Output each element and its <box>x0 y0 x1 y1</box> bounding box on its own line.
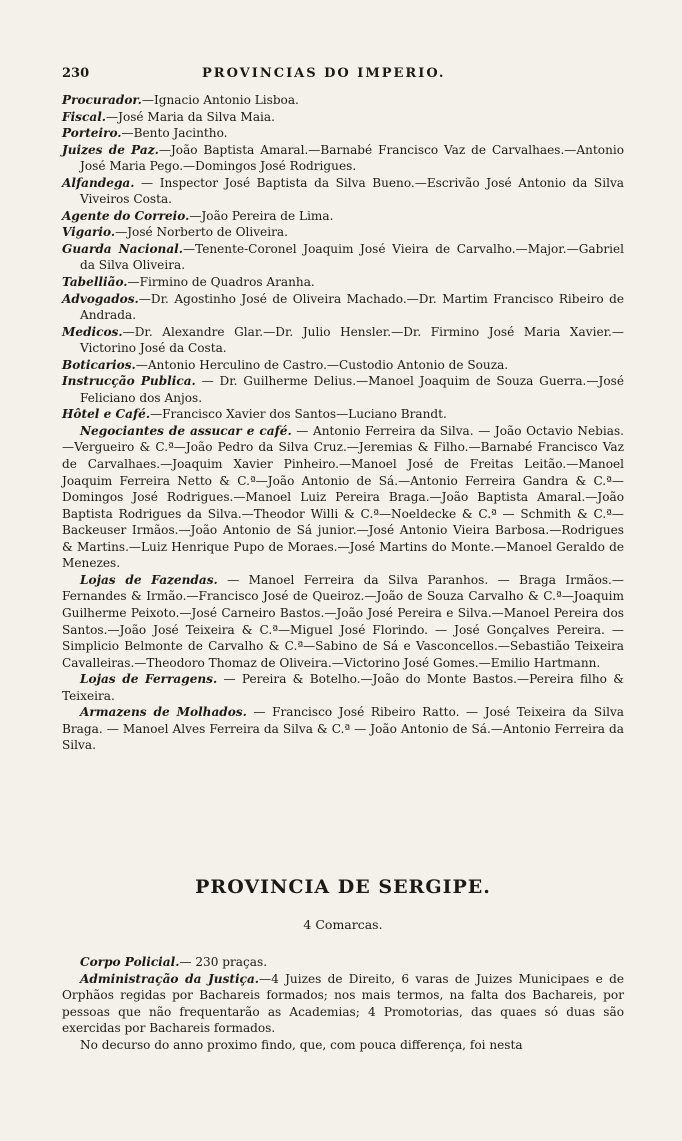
entry-text: —João Baptista Amaral.—Barnabé Francisco Vaz de Carvalhaes.—Antonio José Maria Pego.—Domingos José Rodrigues. <box>80 142 625 174</box>
entry-text: —Francisco Xavier dos Santos—Luciano Brandt. <box>150 407 447 422</box>
entry-label: Guarda Nacional. <box>62 241 183 256</box>
page-number: 230 <box>62 66 90 81</box>
entry-text: — Dr. Guilherme Delius.—Manoel Joaquim de Souza Guerra.—José Feliciano dos Anjos. <box>80 374 624 405</box>
paragraph-text: No decurso do anno proximo findo, que, com pouca differença, foi nesta <box>80 1037 523 1052</box>
entry-text: —João Pereira de Lima. <box>189 208 334 223</box>
entry-text: —Ignacio Antonio Lisboa. <box>141 93 299 107</box>
entry-text: —Dr. Agostinho José de Oliveira Machado.—Dr. Martim Francisco Ribeiro de Andrada. <box>80 291 624 323</box>
entry-text: —Bento Jacintho. <box>121 126 228 141</box>
entry-label: Tabellião. <box>62 275 128 290</box>
paragraph-text: — Francisco José Ribeiro Ratto. — José Teixeira da Silva Braga. — Manoel Alves Ferreira da Silva & C.ª — João Antonio de Sá.—Antonio Ferreira da Silva. <box>62 705 624 753</box>
entry-label: Medicos. <box>62 324 123 339</box>
paragraph <box>62 423 624 572</box>
paragraph <box>62 572 624 671</box>
entry-label: Vigario. <box>62 225 116 240</box>
entry <box>62 208 624 225</box>
entry-text: —José Norberto de Oliveira. <box>115 225 288 240</box>
entry-label: Juizes de Paz. <box>62 142 159 157</box>
paragraph-label: Administração da Justiça. <box>80 971 259 986</box>
entry-label: Fiscal. <box>62 109 106 124</box>
paragraph <box>62 1037 624 1054</box>
entry-text: —Firmino de Quadros Aranha. <box>127 275 315 290</box>
section-body <box>62 954 624 1053</box>
paragraph-label: Lojas de Fazendas. <box>80 572 218 587</box>
entry-label: Porteiro. <box>62 126 122 141</box>
entry <box>62 224 624 241</box>
entry-label: Agente do Correio. <box>62 208 190 223</box>
paragraph-label: Corpo Policial. <box>80 955 180 969</box>
entry <box>62 291 624 324</box>
entry <box>62 274 624 291</box>
section-subtitle: 4 Comarcas. <box>303 917 383 932</box>
paragraph <box>62 971 624 1037</box>
entry-label: Procurador. <box>62 93 142 107</box>
entry-label: Hôtel e Café. <box>62 407 151 422</box>
entry <box>62 357 624 374</box>
paragraph <box>62 671 624 704</box>
paragraph <box>62 954 624 971</box>
entry-label: Boticarios. <box>62 357 136 372</box>
entry <box>62 241 624 274</box>
entry-text: —Tenente-Coronel Joaquim José Vieira de Carvalho.—Major.—Gabriel da Silva Oliveira. <box>80 241 624 273</box>
paragraph-text: — Manoel Ferreira da Silva Paranhos. — Braga Irmãos.—Fernandes & Irmão.—Francisco José de Queiroz.—João de Souza Carvalho & C.ª—Joaquim Guilherme Peixoto.—José Carneiro Bastos.—João José Pereira e Silva.—Manoel Pereira dos Santos.—João José Teixeira & C.ª—Miguel José Florindo. — José Gonçalves Pereira. — Simplicio Belmonte de Carvalho & C.ª—Sabino de Sá e Vasconcellos.—Sebastião Teixeira Cavalleiras.—Theodoro Thomaz de Oliveira.—Victorino José Gomes.—Emilio Hartmann. <box>62 572 624 670</box>
entry-label: Advogados. <box>62 291 139 306</box>
paragraph-text: — Pereira & Botelho.—João do Monte Bastos.—Pereira filho & Teixeira. <box>62 672 625 703</box>
entry-label: Alfandega. <box>62 175 135 190</box>
paragraph-text: — 230 praças. <box>179 955 268 969</box>
paragraph <box>62 704 624 754</box>
section-title: PROVINCIA DE SERGIPE. <box>195 876 491 898</box>
entry-text: — Inspector José Baptista da Silva Bueno.—Escrivão José Antonio da Silva Viveiros Costa. <box>80 175 624 207</box>
paragraph-text: — Antonio Ferreira da Silva. — João Octavio Nebias.—Vergueiro & C.ª—João Pedro da Silva Cruz.—Jeremias & Filho.—Barnabé Francisco Vaz de Carvalhaes.—Joaquim Xavier Pinheiro.—Manoel José de Freitas Leitão.—Manoel Joaquim Ferreira Netto & C.ª—João Antonio de Sá.—Antonio Ferreira Gandra & C.ª—Domingos José Rodrigues.—Manoel Luiz Pereira Braga.—João Baptista Amaral.—João Baptista Rodrigues da Silva.—Theodor Willi & C.ª—Noeldecke & C.ª — Schmith & C.ª— Backeuser Irmãos.—João Antonio de Sá junior.—José Antonio Vieira Barbosa.—Rodrigues & Martins.—Luiz Henrique Pupo de Moraes.—José Martins do Monte.—Manoel Geraldo de Menezes. <box>62 423 624 571</box>
paragraph-label: Negociantes de assucar e café. <box>80 423 292 438</box>
directory-listing <box>62 92 624 754</box>
paragraph-label: Lojas de Ferragens. <box>80 672 218 687</box>
running-head: PROVINCIAS DO IMPERIO. <box>202 66 446 81</box>
entry-text: —Antonio Herculino de Castro.—Custodio Antonio de Souza. <box>135 357 509 372</box>
entry <box>62 125 624 142</box>
entry-text: —José Maria da Silva Maia. <box>106 109 275 124</box>
page-header <box>62 66 622 88</box>
entry <box>62 92 624 109</box>
entry <box>62 406 624 423</box>
entry <box>62 109 624 126</box>
entry-text: —Dr. Alexandre Glar.—Dr. Julio Hensler.—Dr. Firmino José Maria Xavier.—Victorino José da Costa. <box>80 324 624 356</box>
entry <box>62 142 624 175</box>
entry <box>62 373 624 406</box>
entry <box>62 175 624 208</box>
entry-label: Instrucção Publica. <box>62 374 196 389</box>
entry <box>62 324 624 357</box>
paragraph-label: Armazens de Molhados. <box>80 705 247 720</box>
paragraph-text: —4 Juizes de Direito, 6 varas de Juizes Municipaes e de Orphãos regidas por Bachareis formados; nos mais termos, na falta dos Bachareis, por pessoas que não frequentarão as Academias; 4 Promotorias, das quaes só duas são exercidas por Bachareis formados. <box>62 971 625 1036</box>
